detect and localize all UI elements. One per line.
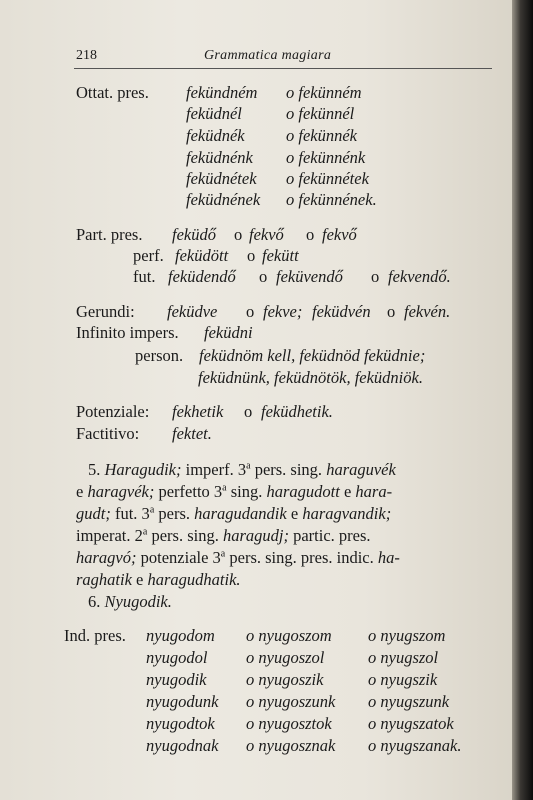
para5-line2: e haragvék; perfetto 3$^a$ sing. haragudott e hara- [76,482,393,501]
indicative-col1-2: nyugodik [146,670,207,689]
participle-or-1: o [234,225,243,244]
gerund-c: feküdvén [312,302,371,321]
indicative-col3-0: o nyugszom [368,626,446,645]
participle-pres-a: feküdő [172,225,216,244]
optative-right-1: o fekünnél [286,104,355,123]
participle-fut-c: fekvendő. [388,267,451,286]
indicative-col2-0: o nyugoszom [246,626,332,645]
para6-heading: 6. Nyugodik. [88,592,172,611]
gerund-d: fekvén. [404,302,451,321]
optative-left-2: feküdnék [186,126,245,145]
participle-or-5: o [371,267,380,286]
indicative-col1-0: nyugodom [146,626,215,645]
gerund-label: Gerundi: [76,302,135,321]
indicative-col3-4: o nyugszatok [368,714,454,733]
indicative-col1-4: nyugodtok [146,714,215,733]
indicative-col2-4: o nyugosztok [246,714,332,733]
indicative-col1-3: nyugodunk [146,692,219,711]
para5-line1: 5. Haragudik; imperf. 3$^a$ pers. sing. haraguvék [88,460,396,479]
running-title: Grammatica magiara [204,48,332,63]
indicative-col1-5: nyugodnak [146,736,219,755]
factitive-label: Factitivo: [76,424,140,443]
optative-right-4: o fekünnétek [286,169,369,188]
indicative-col2-1: o nyugoszol [246,648,325,667]
optative-label: Ottat. pres. [76,83,149,102]
participle-or-2: o [306,225,315,244]
gerund-or-1: o [246,302,255,321]
page-number: 218 [76,48,97,63]
potential-or: o [244,402,253,421]
participle-fut-b: feküvendő [276,267,343,286]
infinitive-person-label: person. [135,346,184,365]
optative-left-0: fekündném [186,83,258,102]
indicative-col2-3: o nyugoszunk [246,692,336,711]
optative-right-2: o fekünnék [286,126,358,145]
para5-line3: gudt; fut. 3$^a$ pers. haragudandik e haragvandik; [76,504,392,523]
optative-left-3: feküdnénk [186,148,253,167]
participle-pres-label: Part. pres. [76,225,143,244]
participle-perf-a: feküdött [175,246,229,265]
book-spine-shadow [512,0,533,800]
gerund-or-2: o [387,302,396,321]
participle-or-4: o [259,267,268,286]
participle-pres-b: fekvő [249,225,284,244]
header-rule [74,68,492,69]
factitive-a: fektet. [172,424,212,443]
infinitive-impers: feküdni [204,323,253,342]
participle-or-3: o [247,246,256,265]
indicative-col2-5: o nyugosznak [246,736,336,755]
para5-line5: haragvó; potenziale 3$^a$ pers. sing. pres. indic. ha- [76,548,400,567]
indicative-col2-2: o nyugoszik [246,670,324,689]
infinitive-person-line1: feküdnöm kell, feküdnöd feküdnie; [199,346,426,365]
gerund-a: feküdve [167,302,218,321]
optative-right-0: o fekünném [286,83,362,102]
participle-fut-label: fut. [133,267,156,286]
para5-line6: raghatik e haragudhatik. [76,570,241,589]
potential-label: Potenziale: [76,402,150,421]
indicative-col3-3: o nyugszunk [368,692,450,711]
optative-left-4: feküdnétek [186,169,257,188]
indicative-col3-2: o nyugszik [368,670,438,689]
infinitive-label: Infinito impers. [76,323,179,342]
optative-left-1: feküdnél [186,104,242,123]
indicative-col3-5: o nyugszanak. [368,736,462,755]
infinitive-person-line2: feküdnünk, feküdnötök, feküdniök. [198,368,423,387]
optative-left-5: feküdnének [186,190,261,209]
para5-line4: imperat. 2$^a$ pers. sing. haragudj; partic. pres. [76,526,371,545]
optative-right-3: o fekünnénk [286,148,366,167]
indicative-col3-1: o nyugszol [368,648,439,667]
potential-b: feküdhetik. [261,402,333,421]
potential-a: fekhetik [172,402,224,421]
participle-fut-a: feküdendő [168,267,236,286]
optative-right-5: o fekünnének. [286,190,377,209]
indicative-col1-1: nyugodol [146,648,208,667]
gerund-b: fekve; [263,302,303,321]
indicative-label: Ind. pres. [64,626,126,645]
participle-perf-label: perf. [133,246,164,265]
participle-perf-b: fekütt [262,246,299,265]
participle-pres-c: fekvő [322,225,357,244]
